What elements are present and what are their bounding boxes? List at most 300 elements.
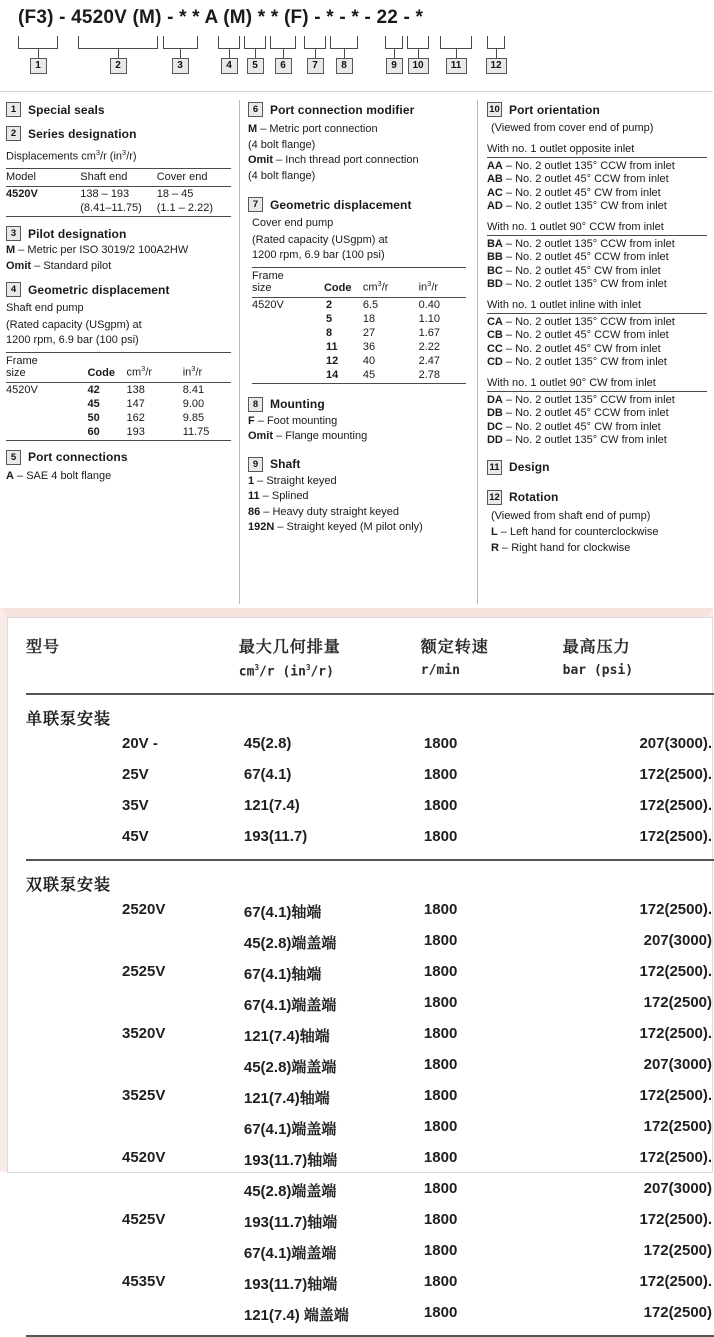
- cell-in3: 0.40: [418, 298, 441, 311]
- cell-in3: 2.22: [418, 340, 441, 353]
- cell-code: 50: [87, 411, 100, 424]
- cell-pressure: 172(2500).: [639, 1149, 712, 1167]
- option-text: No. 2 outlet 45° CCW from inlet: [515, 407, 669, 419]
- cell-cm3: 36: [362, 340, 376, 353]
- cell-code: 12: [325, 354, 339, 367]
- section-6-line-2: [248, 154, 469, 168]
- callout-bracket-9: [385, 36, 403, 49]
- section-11-title: Design: [508, 460, 550, 474]
- cell-model: [26, 994, 244, 1015]
- table-row: [26, 1273, 712, 1294]
- section-5-header: [6, 450, 231, 465]
- cell-code: 42: [87, 383, 100, 396]
- col-header-code: Code: [73, 352, 118, 382]
- cell-speed: 1800: [423, 828, 458, 846]
- section-2-header: [6, 126, 231, 141]
- section-6-line-1: (4 bolt flange): [247, 138, 316, 151]
- legend-columns: [0, 92, 713, 604]
- section-7-sub2: (Rated capacity (USgpm) at: [251, 233, 388, 246]
- cell-in3: 8.41: [182, 383, 205, 396]
- option-key: Omit: [247, 430, 274, 442]
- section-10-title: Port orientation: [508, 102, 600, 117]
- cell-in3: 2.78: [411, 368, 467, 384]
- option-text: Straight keyed (M pilot only): [286, 521, 423, 533]
- option-text: No. 2 outlet 135° CCW from inlet: [515, 159, 675, 172]
- cell-displacement: 193(11.7): [243, 828, 308, 846]
- option-text: No. 2 outlet 135° CW from inlet: [515, 434, 667, 446]
- cell-cover: (1.1 – 2.22): [157, 201, 231, 217]
- cell-frame: [252, 326, 312, 340]
- cell-displacement: 67(4.1)轴端: [243, 966, 322, 984]
- option-text: Metric per ISO 3019/2 100A2HW: [27, 244, 189, 257]
- cn-header-pressure-label: 最高压力: [562, 639, 631, 656]
- dash: –: [262, 490, 269, 502]
- cn-table-header-row: [26, 634, 712, 683]
- po-group-list-0: [487, 160, 707, 214]
- section-9-line-0: [248, 475, 469, 489]
- list-item: AD – No. 2 outlet 135° CW from inlet: [486, 200, 667, 212]
- col-header-in3r: $in^3/r$: [411, 267, 467, 297]
- table-row: [26, 1242, 712, 1263]
- option-key: AB: [486, 173, 503, 185]
- table-row: [26, 932, 712, 953]
- table-row: [6, 382, 231, 397]
- option-key: Omit: [6, 259, 32, 272]
- cell-pressure: 207(3000): [643, 1056, 712, 1074]
- cell-frame: 4520V: [251, 298, 284, 311]
- cell-code: 5: [325, 312, 333, 325]
- cell-speed: 1800: [423, 1025, 458, 1043]
- option-key: DD: [486, 434, 503, 446]
- cell-pressure: 172(2500).: [639, 963, 712, 981]
- section-4-title: Geometric displacement: [28, 282, 170, 297]
- col-header-cm3r: $cm^3/r$: [355, 267, 411, 297]
- section-9-line-1: [248, 490, 469, 504]
- cn-group-title-single: 单联泵安装: [26, 711, 112, 729]
- list-item: BD – No. 2 outlet 135° CW from inlet: [486, 278, 667, 290]
- cell-model: 45V: [122, 828, 149, 846]
- section-12-badge: 12: [487, 490, 502, 505]
- dash: –: [277, 521, 284, 533]
- cell-cm3: 6.5: [362, 298, 379, 311]
- cell-code: 60: [73, 425, 118, 441]
- cell-cover: 18 – 45: [156, 188, 194, 201]
- cell-code: 8: [325, 326, 333, 339]
- dash: –: [276, 154, 283, 166]
- callout-number-12: 12: [486, 58, 507, 74]
- option-text: Straight keyed: [266, 474, 337, 487]
- po-group-list-3: [487, 394, 707, 448]
- cell-speed: 1800: [423, 766, 458, 784]
- cn-header-rule: [26, 693, 714, 695]
- table-row: [252, 368, 466, 384]
- series-designation-table: [6, 168, 231, 217]
- table-row: [26, 901, 712, 922]
- chinese-spec-table: [7, 617, 713, 1325]
- cell-pressure: 172(2500).: [639, 1025, 712, 1043]
- callout-stem-12: [496, 49, 497, 58]
- section-12-note: (Viewed from shaft end of pump): [490, 509, 651, 522]
- cell-frame: [252, 312, 312, 326]
- cell-displacement: 193(11.7)轴端: [243, 1276, 338, 1294]
- option-key: F: [247, 414, 255, 427]
- option-text: Inch thread port connection: [285, 154, 419, 166]
- callout-bracket-1: [18, 36, 58, 49]
- callout-number-10: 10: [408, 58, 429, 74]
- cell-speed: 1800: [423, 932, 458, 950]
- section-1-title: Special seals: [28, 102, 105, 117]
- cell-cm3: 40: [362, 354, 376, 367]
- dash: –: [34, 259, 41, 272]
- cell-code: 14: [312, 368, 355, 384]
- section-4-sub1: Shaft end pump: [6, 302, 84, 315]
- callout-stem-4: [229, 49, 230, 58]
- cell-displacement: 121(7.4)轴端: [243, 1090, 330, 1108]
- option-key: A: [6, 469, 14, 482]
- callout-stem-9: [394, 49, 395, 58]
- callout-number-8: 8: [336, 58, 353, 74]
- option-text: No. 2 outlet 45° CCW from inlet: [515, 251, 669, 263]
- col-header-code: Code: [312, 267, 355, 297]
- cn-header-speed: [421, 634, 563, 679]
- section-9-badge: 9: [248, 457, 263, 472]
- callout-stem-3: [180, 49, 181, 58]
- option-text: Left hand for counterclockwise: [509, 526, 659, 538]
- cell-shaft: (8.41–11.75): [80, 201, 156, 217]
- table-row: [252, 297, 466, 312]
- section-10-badge: 10: [487, 102, 502, 117]
- cell-speed: 1800: [423, 1087, 458, 1105]
- callout-numbers: [0, 58, 713, 80]
- section-9-line-2: [248, 506, 469, 520]
- callout-bracket-3: [163, 36, 198, 49]
- cell-model: 25V: [122, 766, 149, 784]
- cell-speed: 1800: [423, 1118, 458, 1136]
- legend-column-2: [239, 100, 477, 604]
- section-1-badge: 1: [6, 102, 21, 117]
- table-row: [26, 766, 712, 783]
- col-header-cover-end: Cover end: [157, 169, 231, 187]
- option-text: No. 2 outlet 45° CW from inlet: [515, 186, 661, 199]
- dash: –: [276, 430, 283, 442]
- option-key: L: [490, 526, 498, 538]
- cell-model: 2520V: [122, 901, 166, 919]
- cn-header-speed-label: 额定转速: [420, 639, 489, 656]
- callout-bracket-10: [407, 36, 429, 49]
- cell-displacement: 67(4.1): [243, 766, 292, 784]
- cell-model: 3520V: [122, 1025, 166, 1043]
- cell-model: 2525V: [122, 963, 166, 981]
- po-group-list-1: [487, 238, 707, 292]
- section-11-badge: 11: [487, 460, 502, 475]
- section-5-line-0: [6, 470, 231, 484]
- cn-header-displacement-unit: $cm^3/r$ $(in^3/r)$: [238, 663, 334, 680]
- cell-in3: 1.10: [418, 312, 441, 325]
- cell-pressure: 207(3000).: [639, 735, 712, 753]
- callout-number-9: 9: [386, 58, 403, 74]
- cell-displacement: 67(4.1)端盖端: [243, 1121, 337, 1139]
- cell-frame: [6, 411, 73, 425]
- section-6-line-0: [248, 123, 469, 137]
- cell-cm3: 193: [118, 425, 174, 441]
- cell-model: 4520V: [6, 188, 38, 201]
- option-key: M: [247, 123, 258, 135]
- section-10-header: [487, 102, 707, 117]
- section-8-badge: 8: [248, 397, 263, 412]
- callout-stem-5: [255, 49, 256, 58]
- cell-speed: 1800: [423, 994, 458, 1012]
- cell-speed: 1800: [423, 1149, 458, 1167]
- option-key: M: [6, 244, 16, 257]
- cell-cm3: 18: [362, 312, 376, 325]
- col-header-cm3r: $cm^3/r$: [118, 352, 174, 382]
- option-key: BA: [486, 237, 503, 250]
- cell-shaft: 138 – 193: [80, 188, 130, 201]
- section-8-header: [248, 397, 469, 412]
- table-row: [26, 1149, 712, 1170]
- cell-displacement: 121(7.4): [243, 797, 300, 815]
- cell-model: 4520V: [122, 1149, 166, 1167]
- chinese-spec-panel: [0, 608, 713, 1325]
- table-row: [26, 963, 712, 984]
- section-3-header: [6, 226, 231, 241]
- list-item: DB – No. 2 outlet 45° CCW from inlet: [486, 407, 669, 419]
- option-text: SAE 4 bolt flange: [26, 469, 112, 482]
- table-row: [26, 1087, 712, 1108]
- cell-in3: 9.85: [182, 411, 205, 424]
- callout-bracket-12: [487, 36, 505, 49]
- cell-displacement: 45(2.8)端盖端: [243, 935, 337, 953]
- option-text: No. 2 outlet 45° CW from inlet: [515, 342, 661, 355]
- callout-number-7: 7: [307, 58, 324, 74]
- cell-displacement: 45(2.8): [243, 735, 292, 753]
- callout-number-6: 6: [275, 58, 292, 74]
- table-row: [252, 354, 466, 368]
- cell-displacement: 67(4.1)端盖端: [243, 997, 337, 1015]
- section-3-title: Pilot designation: [28, 226, 127, 241]
- option-key: AD: [486, 200, 503, 212]
- section-12-line-0: [487, 526, 707, 540]
- cn-header-displacement-label: 最大几何排量: [238, 639, 341, 656]
- cell-displacement: 121(7.4)轴端: [243, 1028, 330, 1046]
- cn-header-pressure-unit: bar (psi): [562, 663, 634, 678]
- option-text: No. 2 outlet 135° CCW from inlet: [515, 237, 675, 250]
- callout-number-5: 5: [247, 58, 264, 74]
- cell-displacement: 193(11.7)轴端: [243, 1214, 338, 1232]
- cn-header-model: [26, 634, 239, 679]
- list-item: DC – No. 2 outlet 45° CW from inlet: [486, 420, 661, 433]
- cell-pressure: 207(3000): [643, 932, 712, 950]
- cell-in3: 9.00: [182, 397, 205, 410]
- cn-header-speed-unit: r/min: [420, 663, 460, 678]
- option-text: Splined: [271, 490, 309, 502]
- option-text: No. 2 outlet 45° CW from inlet: [515, 264, 661, 277]
- list-item: BC – No. 2 outlet 45° CW from inlet: [486, 264, 661, 277]
- callout-brackets: [0, 36, 713, 58]
- cell-code: 45: [87, 397, 100, 410]
- cell-code: 11: [325, 340, 338, 353]
- option-key: BD: [486, 278, 503, 290]
- cell-in3: 2.47: [418, 354, 441, 367]
- cell-pressure: 172(2500).: [639, 766, 712, 784]
- cell-pressure: 207(3000): [643, 1180, 712, 1198]
- table-row: [26, 1118, 712, 1139]
- cell-model: [26, 1180, 244, 1201]
- legend-column-3: [477, 100, 707, 604]
- callout-bracket-2: [78, 36, 158, 49]
- option-key: DC: [486, 420, 503, 433]
- option-text: Standard pilot: [43, 259, 112, 272]
- section-9-line-3: [248, 521, 469, 535]
- section-3-line-0: [6, 244, 231, 258]
- cell-pressure: 172(2500).: [639, 797, 712, 815]
- cell-pressure: 172(2500): [643, 994, 712, 1012]
- cell-displacement: 67(4.1)轴端: [243, 904, 322, 922]
- list-item: AA – No. 2 outlet 135° CCW from inlet: [486, 159, 675, 172]
- cell-in3: 1.67: [418, 326, 441, 339]
- cell-speed: 1800: [423, 1304, 458, 1322]
- option-text: No. 2 outlet 135° CCW from inlet: [515, 315, 675, 328]
- option-text: No. 2 outlet 135° CCW from inlet: [515, 393, 675, 406]
- cell-model: 4525V: [122, 1211, 166, 1229]
- model-code-strip: [0, 0, 713, 92]
- dash: –: [18, 244, 25, 257]
- section-12-header: [487, 490, 707, 505]
- table-row: [26, 1056, 712, 1077]
- cell-speed: 1800: [423, 1242, 458, 1260]
- cover-end-displacement-table: [252, 267, 466, 384]
- cell-speed: 1800: [423, 735, 458, 753]
- cell-pressure: 172(2500): [643, 1118, 712, 1136]
- section-7-title: Geometric displacement: [269, 197, 412, 212]
- cell-displacement: 193(11.7)轴端: [243, 1152, 338, 1170]
- section-2-subtitle: Displacements $cm^3/r$ $(in^3/r)$: [6, 148, 137, 163]
- cell-speed: 1800: [423, 1056, 458, 1074]
- table-row: [6, 397, 231, 411]
- option-key: BB: [486, 251, 503, 263]
- option-text: No. 2 outlet 135° CW from inlet: [515, 356, 667, 368]
- list-item: AB – No. 2 outlet 45° CCW from inlet: [486, 173, 669, 185]
- option-key: DA: [486, 393, 503, 406]
- cell-speed: 1800: [423, 1273, 458, 1291]
- cell-pressure: 172(2500).: [639, 901, 712, 919]
- option-text: No. 2 outlet 45° CCW from inlet: [515, 173, 669, 185]
- table-row: [6, 411, 231, 425]
- cn-header-model-label: 型号: [26, 639, 61, 656]
- table-row: [252, 312, 466, 326]
- callout-bracket-4: [218, 36, 240, 49]
- cell-pressure: 172(2500).: [639, 828, 712, 846]
- option-key: 1: [247, 474, 255, 487]
- table-row: [26, 1304, 712, 1325]
- cell-code: 2: [325, 298, 333, 311]
- callout-stem-2: [118, 49, 119, 58]
- cell-cm3: 162: [126, 411, 145, 424]
- option-key: 11: [247, 490, 260, 502]
- callout-number-2: 2: [110, 58, 127, 74]
- section-12-title: Rotation: [508, 490, 559, 504]
- option-text: No. 2 outlet 135° CW from inlet: [515, 200, 667, 212]
- cell-displacement: 67(4.1)端盖端: [243, 1245, 337, 1263]
- cell-speed: 1800: [423, 797, 458, 815]
- cell-displacement: 121(7.4) 端盖端: [243, 1307, 349, 1325]
- list-item: CD – No. 2 outlet 135° CW from inlet: [486, 356, 667, 368]
- callout-stem-10: [418, 49, 419, 58]
- callout-stem-8: [344, 49, 345, 58]
- list-item: CA – No. 2 outlet 135° CCW from inlet: [486, 315, 675, 328]
- option-text: Right hand for clockwise: [511, 541, 631, 554]
- section-8-line-1: [248, 430, 469, 444]
- section-6-header: [248, 102, 469, 117]
- cell-frame: [252, 354, 312, 368]
- section-2-title: Series designation: [28, 126, 137, 141]
- cell-speed: 1800: [423, 1211, 458, 1229]
- list-item: AC – No. 2 outlet 45° CW from inlet: [486, 186, 661, 199]
- option-key: AC: [486, 186, 503, 199]
- option-key: 192N: [247, 521, 275, 533]
- cell-model: [26, 1304, 244, 1325]
- list-item: CB – No. 2 outlet 45° CCW from inlet: [486, 329, 669, 341]
- option-text: Foot mounting: [266, 414, 338, 427]
- section-7-header: [248, 197, 469, 212]
- table-row: [6, 187, 231, 202]
- section-9-header: [248, 457, 469, 472]
- option-key: CA: [486, 315, 503, 328]
- cell-speed: 1800: [423, 1180, 458, 1198]
- col-header-in3r: $in^3/r$: [175, 352, 231, 382]
- table-row: [26, 828, 712, 845]
- option-key: CC: [486, 342, 503, 355]
- cell-model: [26, 1056, 244, 1077]
- section-11-header: [487, 460, 707, 475]
- col-header-shaft-end: Shaft end: [80, 169, 156, 187]
- dash: –: [260, 123, 267, 135]
- callout-stem-11: [456, 49, 457, 58]
- section-10-note: (Viewed from cover end of pump): [490, 122, 654, 134]
- col-header-frame-size: Frame size: [252, 267, 312, 297]
- po-group-heading-1: With no. 1 outlet 90° CCW from inlet: [487, 221, 707, 236]
- option-text: No. 2 outlet 45° CCW from inlet: [515, 329, 669, 341]
- list-item: BA – No. 2 outlet 135° CCW from inlet: [486, 237, 675, 250]
- po-group-heading-2: With no. 1 outlet inline with inlet: [487, 299, 707, 314]
- table-row: [252, 326, 466, 340]
- shaft-end-displacement-table: [6, 352, 231, 441]
- section-4-sub2: (Rated capacity (USgpm) at: [6, 318, 142, 331]
- list-item: DD – No. 2 outlet 135° CW from inlet: [486, 434, 667, 446]
- cell-speed: 1800: [423, 963, 458, 981]
- option-key: Omit: [247, 154, 274, 166]
- cell-speed: 1800: [423, 901, 458, 919]
- cell-cm3: 45: [355, 368, 411, 384]
- section-5-title: Port connections: [28, 450, 128, 465]
- table-row: [26, 735, 712, 752]
- option-text: Metric port connection: [269, 123, 378, 135]
- cn-group-rule: [26, 859, 714, 861]
- table-row: [26, 797, 712, 814]
- section-1-header: [6, 102, 231, 117]
- section-7-sub1: Cover end pump: [251, 217, 334, 229]
- dash: –: [263, 505, 270, 518]
- option-key: CD: [486, 356, 503, 368]
- table-row: [26, 1180, 712, 1201]
- section-4-header: [6, 282, 231, 297]
- callout-number-3: 3: [172, 58, 189, 74]
- cell-model: 4535V: [122, 1273, 166, 1291]
- dash: –: [257, 474, 264, 487]
- option-key: R: [490, 541, 499, 554]
- section-4-sub3: 1200 rpm, 6.9 bar (100 psi): [6, 334, 139, 347]
- cell-frame: [252, 340, 312, 354]
